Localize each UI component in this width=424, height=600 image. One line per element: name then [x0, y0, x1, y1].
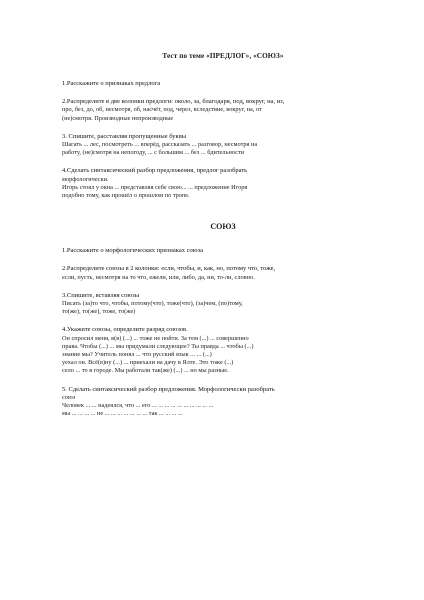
task-text-line: мы ... ... ... ... не ... ... ... ... ... ... ... так ... ... ... ...	[62, 410, 183, 418]
preposition-task-4	[62, 167, 384, 200]
conjunction-task-4	[62, 326, 384, 375]
preposition-task-3	[62, 133, 384, 158]
task-text-line: Писать (за)то что, чтобы, потому(что), тоже(что), (за)чем, (по)тому,	[62, 300, 243, 308]
task-text-line: Игорь стоял у окна ... представляя себе свою... ... предложение Игоря	[62, 183, 248, 191]
task-text-line: Человек ... ... надеялся, что ... его ... ... ... ... ... ... ... ... ... ...	[62, 402, 214, 410]
task-heading: 3. Спишите, расставляя пропущенные буквы	[62, 132, 187, 140]
task-text-line: про, без, до, об, несмотря, об, насчёт, под, через, вследствие, вокруг, на, от	[62, 106, 262, 114]
task-heading: 1.Расскажите о признаках предлога	[62, 80, 161, 87]
section-title-conjunction: СОЮЗ	[210, 222, 236, 232]
task-text-line: подобно тому, как прошёл о прошлом по тропе.	[62, 192, 190, 200]
conjunction-task-2	[62, 265, 384, 281]
part-conjunction	[62, 247, 384, 418]
task-text-line: Он спросил меня, в(в) (...) ... тоже не пойти. За тем (...) ... совершенно	[62, 334, 249, 342]
task-text-line: то(же), то(же), тоже, то(же)	[62, 308, 136, 316]
task-heading: 1.Расскажите о морфологических признаках союза	[62, 247, 204, 255]
task-text-line: знание мы? Учитель понял ... что русский язык ... ... (...)	[62, 351, 212, 359]
conjunction-task-5	[62, 386, 384, 419]
conjunction-task-1	[62, 247, 384, 255]
task-text-line: права. Чтобы (...) ... мы придумали следующее? Ты правда ... чтобы (...)	[62, 342, 254, 350]
task-text-line: (не)смотря. Производные непроизводные	[62, 114, 174, 122]
preposition-task-2	[62, 98, 384, 123]
task-heading: 2.Распределите союзы в 2 колонки: если, чтобы, и, как, но, потому что, тоже,	[62, 265, 276, 273]
task-heading: 5. Сделать синтаксический разбор предложения. Морфологически разобрать	[62, 385, 275, 393]
task-heading: 4.Укажите союзы, определите разряд союзов.	[62, 326, 188, 334]
task-text-line: морфологически.	[62, 175, 109, 183]
task-heading: 3.Спишите, вставляя союзы	[62, 291, 140, 299]
part-preposition	[62, 80, 384, 200]
task-heading: 4.Сделать синтаксический разбор предложения, предлог разобрать	[62, 167, 248, 175]
task-text-line: село ... то в городе. Мы работали так(же) (...) ... но мы разные.	[62, 367, 229, 375]
task-heading: 2.Распределите в две колонки предлоги: около, за, благодаря, под, вокруг, на, из,	[62, 98, 285, 106]
task-text-line: уехал он. Всё(в)ну (...) ... приехали на дачу в Ялте. Это тоже (...)	[62, 359, 234, 367]
task-text-line: работу, (не)смотря на непогоду, ... с большим ... без ... бдительности	[62, 149, 245, 157]
preposition-task-1	[62, 80, 384, 88]
task-text-line: если, пусть, несмотря на то что, ежели, или, либо, да, ни, то-ли, словно.	[62, 273, 255, 281]
conjunction-task-3	[62, 292, 384, 317]
task-text-line: Шагать ... лес, посмотреть ... вперёд, рассказать ... разговор, несмотря на	[62, 141, 258, 149]
task-text-line: союз	[62, 393, 76, 401]
document-title: Тест по теме «ПРЕДЛОГ», «СОЮЗ»	[162, 52, 284, 60]
